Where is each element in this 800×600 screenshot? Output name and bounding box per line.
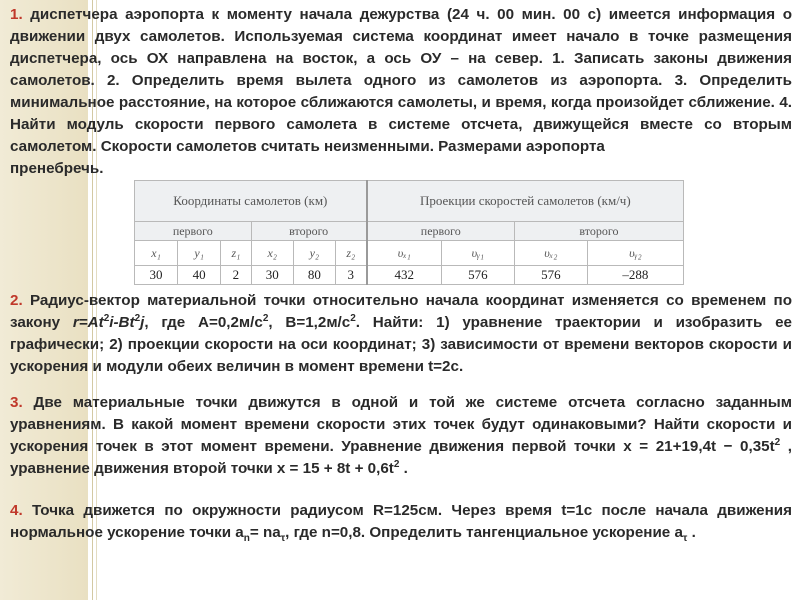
problem-text: , где А=0,2м/с bbox=[144, 314, 263, 331]
coords-second-header: второго bbox=[251, 222, 367, 241]
problem-text: . Найти: 1) уравнение траектории и изобразить ее графически; 2) проекции скорости на оси координат; 3) зависимости от времени векторов скорости и ускорения и модули обеих величин в момент времени t=2с. bbox=[10, 314, 792, 375]
formula-exponent: 2 bbox=[262, 312, 269, 324]
table-cell: 576 bbox=[514, 266, 587, 285]
table-cell: 80 bbox=[293, 266, 335, 285]
formula-exponent: 2 bbox=[103, 312, 110, 324]
speeds-header: Проекции скоростей самолетов (км/ч) bbox=[367, 181, 684, 222]
problem-number: 2. bbox=[10, 292, 23, 309]
table-cell: 30 bbox=[251, 266, 293, 285]
formula-part: j bbox=[140, 314, 145, 331]
formula-part: =At bbox=[78, 314, 104, 331]
problem-text: , где n=0,8. Определить тангенциальное ускорение a bbox=[285, 524, 683, 541]
problem-text: . bbox=[399, 460, 408, 477]
problem-text: Точка движется по окружности радиусом R=125см. Через время t=1c после начала движения нормальное ускорение точки a bbox=[10, 502, 792, 541]
col-header: x₂ bbox=[251, 241, 293, 266]
problem-1 bbox=[10, 4, 792, 180]
formula-part: r bbox=[72, 314, 79, 331]
col-header: z₂ bbox=[335, 241, 366, 266]
formula-exponent: 2 bbox=[774, 436, 781, 448]
table-cell: 432 bbox=[367, 266, 442, 285]
table-cell: 40 bbox=[178, 266, 221, 285]
col-header: υᵧ₁ bbox=[441, 241, 514, 266]
coords-first-header: первого bbox=[135, 222, 252, 241]
formula-exponent: 2 bbox=[134, 312, 141, 324]
formula-part: i bbox=[109, 314, 114, 331]
formula-exponent: 2 bbox=[393, 458, 400, 470]
problem-number: 3. bbox=[10, 394, 23, 411]
problem-text: Две материальные точки движутся в одной и той же системе отсчета согласно заданным уравнениям. В какой момент времени скорости этих точек будут одинаковыми? Найти скорости и ускорения точек в этот момент времени. Уравнение движения первой точки x = 21+19,4t − 0,35t bbox=[10, 394, 792, 455]
col-header: y₂ bbox=[293, 241, 335, 266]
problem-text-end: пренебречь. bbox=[10, 160, 104, 177]
col-header: υₓ₁ bbox=[367, 241, 442, 266]
problem-3 bbox=[10, 392, 792, 480]
speeds-first-header: первого bbox=[367, 222, 515, 241]
formula-part: -Bt bbox=[113, 314, 135, 331]
col-header: z₁ bbox=[221, 241, 251, 266]
table-cell: 3 bbox=[335, 266, 366, 285]
problem-text: . bbox=[687, 524, 696, 541]
problem-text: , уравнение движения второй точки x = 15 + 8t + 0,6t bbox=[10, 438, 792, 477]
problem-text: = na bbox=[249, 524, 281, 541]
problem-2 bbox=[10, 290, 792, 378]
table-cell: 576 bbox=[441, 266, 514, 285]
problem-text: , В=1,2м/с bbox=[268, 314, 351, 331]
coords-header: Координаты самолетов (км) bbox=[135, 181, 367, 222]
document-content bbox=[4, 0, 792, 600]
formula-exponent: 2 bbox=[350, 312, 356, 324]
formula-subscript: τ bbox=[682, 533, 688, 545]
aircraft-data-table-wrapper bbox=[134, 180, 684, 283]
speeds-second-header: второго bbox=[514, 222, 683, 241]
problem-text: Радиус-вектор материальной точки относительно начала координат изменяется со временем по закону bbox=[10, 292, 792, 331]
problem-number: 4. bbox=[10, 502, 23, 519]
formula-subscript: τ bbox=[280, 533, 286, 545]
formula-subscript: n bbox=[243, 533, 250, 545]
col-header: x₁ bbox=[135, 241, 178, 266]
problem-number: 1. bbox=[10, 6, 23, 23]
problem-4 bbox=[10, 500, 792, 544]
col-header: y₁ bbox=[178, 241, 221, 266]
table-cell: 30 bbox=[135, 266, 178, 285]
table-cell: –288 bbox=[587, 266, 683, 285]
aircraft-data-table bbox=[134, 180, 684, 285]
col-header: υₓ₂ bbox=[514, 241, 587, 266]
col-header: υᵧ₂ bbox=[587, 241, 683, 266]
problem-text: диспетчера аэропорта к моменту начала дежурства (24 ч. 00 мин. 00 с) имеется информация о движении двух самолетов. Используемая система координат имеет начало в точке размещения диспетчера, ось ОХ направлена на восток, а ось ОУ – на север. 1. Записать законы движения самолетов. 2. Определить время вылета одного из самолетов из аэропорта. 3. Определить минимальное расстояние, на которое сближаются самолеты, и время, когда произойдет сближение. 4. Найти модуль скорости первого самолета в системе отсчета, движущейся вместе со вторым самолетом. Скорости самолетов считать неизменными. Размерами аэропорта bbox=[10, 6, 792, 155]
table-cell: 2 bbox=[221, 266, 251, 285]
